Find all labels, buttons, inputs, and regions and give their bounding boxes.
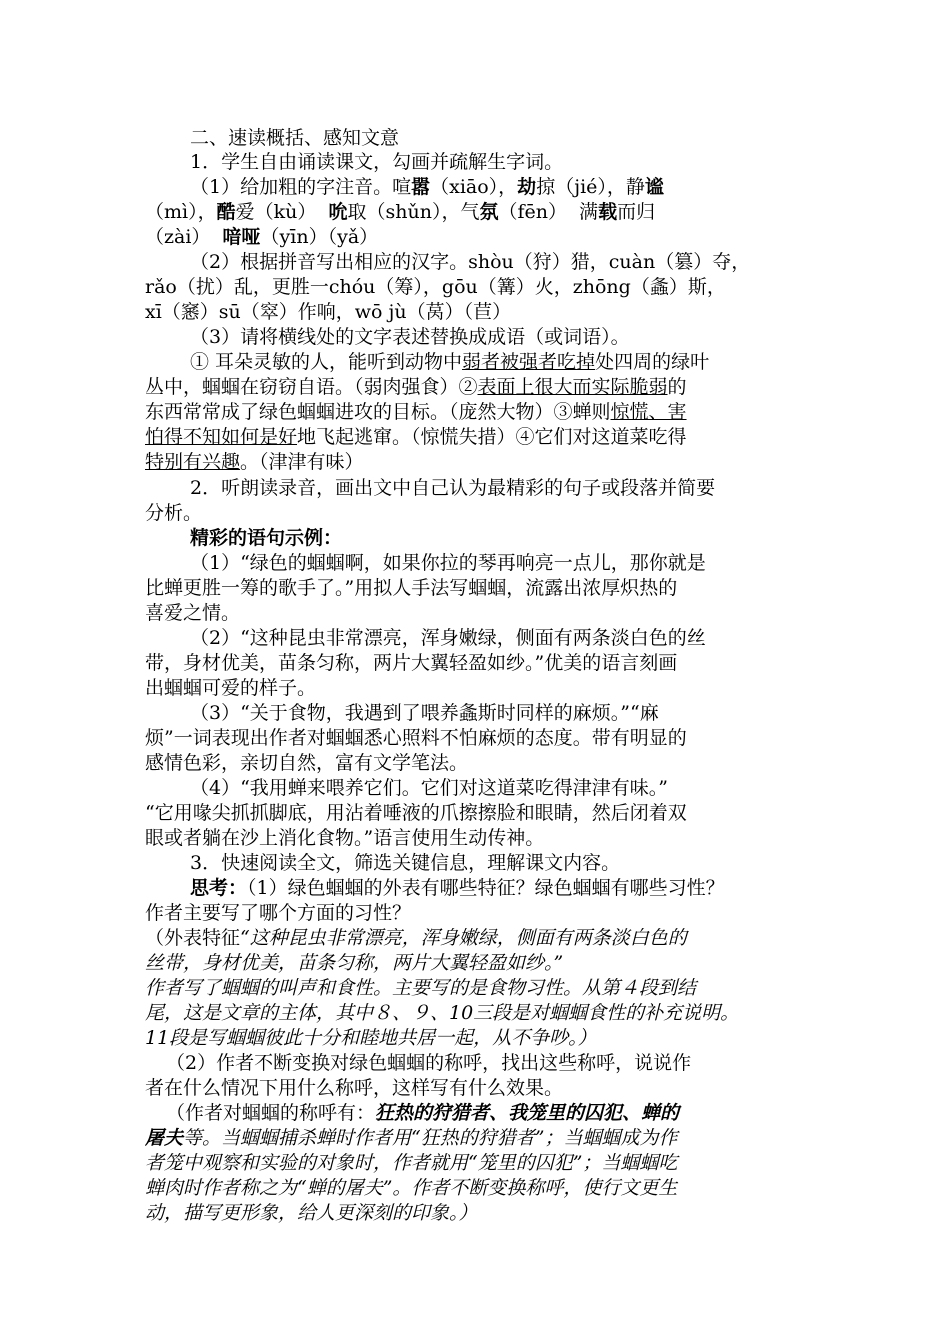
answer2-line1 bbox=[166, 1101, 846, 1125]
section-title: 二、速读概括、感知文意 bbox=[190, 127, 400, 149]
bold-italic-text: 狂热的狩猎者、我笼里的囚犯、蝉的 bbox=[375, 1102, 680, 1124]
q2-line1: 2．听朗读录音，画出文中自己认为最精彩的句子或段落并简要 bbox=[190, 477, 716, 499]
q1-2-line3: xī（窸）sū（窣）作响，wō jù（莴）（苣） bbox=[145, 301, 512, 323]
answer2-line3: 者笼中观察和实验的对象时，作者就用“笼里的囚犯”；当蝈蝈吃 bbox=[145, 1152, 678, 1174]
q1-3-line1: （3）请将横线处的文字表述替换成成语（或词语）。 bbox=[190, 326, 630, 348]
answer1-line4: 尾，这是文章的主体，其中８、９、10三段是对蝈蝈食性的补充说明。 bbox=[145, 1002, 740, 1024]
q1-1-line3 bbox=[145, 225, 825, 249]
bold-italic-text: 屠夫 bbox=[145, 1127, 184, 1149]
example1-line3: 喜爱之情。 bbox=[145, 602, 241, 624]
examples-title: 精彩的语句示例： bbox=[190, 527, 343, 549]
bold-char: 劫 bbox=[517, 176, 537, 198]
text: 取（shǔn），气 bbox=[347, 201, 480, 223]
text: 爱（kù） bbox=[235, 201, 317, 223]
think-line1 bbox=[190, 876, 870, 900]
think-line2: 作者主要写了哪个方面的习性？ bbox=[145, 902, 412, 924]
answer1-line1 bbox=[145, 926, 825, 950]
think-label: 思考： bbox=[190, 877, 248, 899]
q2-line2: 分析。 bbox=[145, 502, 203, 524]
answer2-line5: 动，描写更形象，给人更深刻的印象。） bbox=[145, 1202, 478, 1224]
q1-2-line2: rǎo（扰）乱，更胜一chóu（筹），gōu（篝）火，zhōng（螽）斯， bbox=[145, 276, 726, 298]
q1-2-line1: （2）根据拼音写出相应的汉字。shòu（狩）猎，cuàn（篡）夺， bbox=[190, 251, 751, 273]
q1-3-para-line3 bbox=[145, 400, 825, 424]
example4-line2: “它用喙尖抓抓脚底，用沾着唾液的爪擦擦脸和眼睛，然后闭着双 bbox=[145, 802, 687, 824]
answer1-line5: 11段是写蝈蝈彼此十分和睦地共居一起，从不争吵。） bbox=[145, 1027, 597, 1049]
example3-line1: （3）“关于食物，我遇到了喂养螽斯时同样的麻烦。”“麻 bbox=[190, 702, 659, 724]
italic-text: 等。当蝈蝈捕杀蝉时作者用“狂热的狩猎者”；当蝈蝈成为作 bbox=[183, 1127, 678, 1149]
text: （mì）， bbox=[145, 201, 217, 223]
answer1-line2: 丝带，身材优美，苗条匀称，两片大翼轻盈如纱。” bbox=[145, 952, 564, 974]
q1-title: 1．学生自由诵读课文，勾画并疏解生字词。 bbox=[190, 151, 564, 173]
text: （xiāo）， bbox=[430, 176, 518, 198]
bold-char: 喑哑 bbox=[222, 226, 261, 248]
text: 处四周的绿叶 bbox=[595, 351, 710, 373]
example2-line1: （2）“这种昆虫非常漂亮，浑身嫩绿，侧面有两条淡白色的丝 bbox=[190, 627, 706, 649]
underlined-phrase: 弱者被强者吃掉 bbox=[462, 351, 596, 373]
bold-char: 酷 bbox=[216, 201, 236, 223]
underlined-phrase: 特别有兴趣 bbox=[145, 451, 241, 473]
example4-line1: （4）“我用蝉来喂养它们。它们对这道菜吃得津津有味。” bbox=[190, 777, 669, 799]
text: 丛中，蝈蝈在窃窃自语。（弱肉强食）② bbox=[145, 376, 478, 398]
q3-2-line1: （2）作者不断变换对绿色蝈蝈的称呼，找出这些称呼，说说作 bbox=[166, 1052, 692, 1074]
bold-char: 吮 bbox=[328, 201, 348, 223]
text: （zài） bbox=[145, 226, 211, 248]
underlined-phrase: 表面上很大而实际脆弱 bbox=[477, 376, 668, 398]
text: （1）绿色蝈蝈的外表有哪些特征？绿色蝈蝈有哪些习性？ bbox=[247, 877, 725, 899]
answer2-line4: 蝉肉时作者称之为“蝉的屠夫”。作者不断变换称呼，使行文更生 bbox=[145, 1177, 678, 1199]
text: ① 耳朵灵敏的人，能听到动物中 bbox=[190, 351, 463, 373]
q1-3-para-line1 bbox=[190, 350, 870, 374]
underlined-phrase: 怕得不知如何是好 bbox=[145, 426, 298, 448]
text: （1）给加粗的字注音。喧 bbox=[190, 176, 412, 198]
example4-line3: 眼或者躺在沙上消化食物。”语言使用生动传神。 bbox=[145, 827, 545, 849]
text: 掠（jié），静 bbox=[536, 176, 645, 198]
q3-2-line2: 者在什么情况下用什么称呼，这样写有什么效果。 bbox=[145, 1077, 564, 1099]
example3-line2: 烦”一词表现出作者对蝈蝈悉心照料不怕麻烦的态度。带有明显的 bbox=[145, 727, 687, 749]
example3-line3: 感情色彩，亲切自然，富有文学笔法。 bbox=[145, 752, 469, 774]
text: 地飞起逃窜。（惊慌失措）④它们对这道菜吃得 bbox=[297, 426, 687, 448]
text: （fēn） 满 bbox=[498, 201, 599, 223]
text: （yīn）（yǎ） bbox=[260, 226, 379, 248]
answer2-line2 bbox=[145, 1126, 825, 1150]
bold-char: 嚣 bbox=[411, 176, 431, 198]
q1-1-line1 bbox=[190, 175, 870, 199]
text: （外表特征 bbox=[145, 927, 241, 949]
q3-line1: 3．快速阅读全文，筛选关键信息，理解课文内容。 bbox=[190, 852, 621, 874]
bold-char: 载 bbox=[598, 201, 618, 223]
text: 东西常常成了绿色蝈蝈进攻的目标。（庞然大物）③蝉则 bbox=[145, 401, 611, 423]
answer1-line3: 作者写了蝈蝈的叫声和食性。主要写的是食物习性。从第４段到结 bbox=[145, 977, 697, 999]
q1-3-para-line2 bbox=[145, 375, 825, 399]
example1-line2: 比蝉更胜一筹的歌手了。”用拟人手法写蝈蝈，流露出浓厚炽热的 bbox=[145, 577, 678, 599]
italic-text: “这种昆虫非常漂亮，浑身嫩绿，侧面有两条淡白色的 bbox=[240, 927, 687, 949]
example2-line3: 出蝈蝈可爱的样子。 bbox=[145, 677, 317, 699]
text: 而归 bbox=[617, 201, 656, 223]
q1-3-para-line5 bbox=[145, 450, 825, 474]
text: （作者对蝈蝈的称呼有： bbox=[166, 1102, 376, 1124]
example1-line1: （1）“绿色的蝈蝈啊，如果你拉的琴再响亮一点儿，那你就是 bbox=[190, 552, 706, 574]
bold-char: 谧 bbox=[644, 176, 664, 198]
example2-line2: 带，身材优美，苗条匀称，两片大翼轻盈如纱。”优美的语言刻画 bbox=[145, 652, 678, 674]
text: 。（津津有味） bbox=[240, 451, 364, 473]
q1-3-para-line4 bbox=[145, 425, 825, 449]
underlined-phrase: 惊慌、害 bbox=[610, 401, 687, 423]
bold-char: 氛 bbox=[479, 201, 499, 223]
q1-1-line2 bbox=[145, 200, 825, 224]
text: 的 bbox=[667, 376, 687, 398]
